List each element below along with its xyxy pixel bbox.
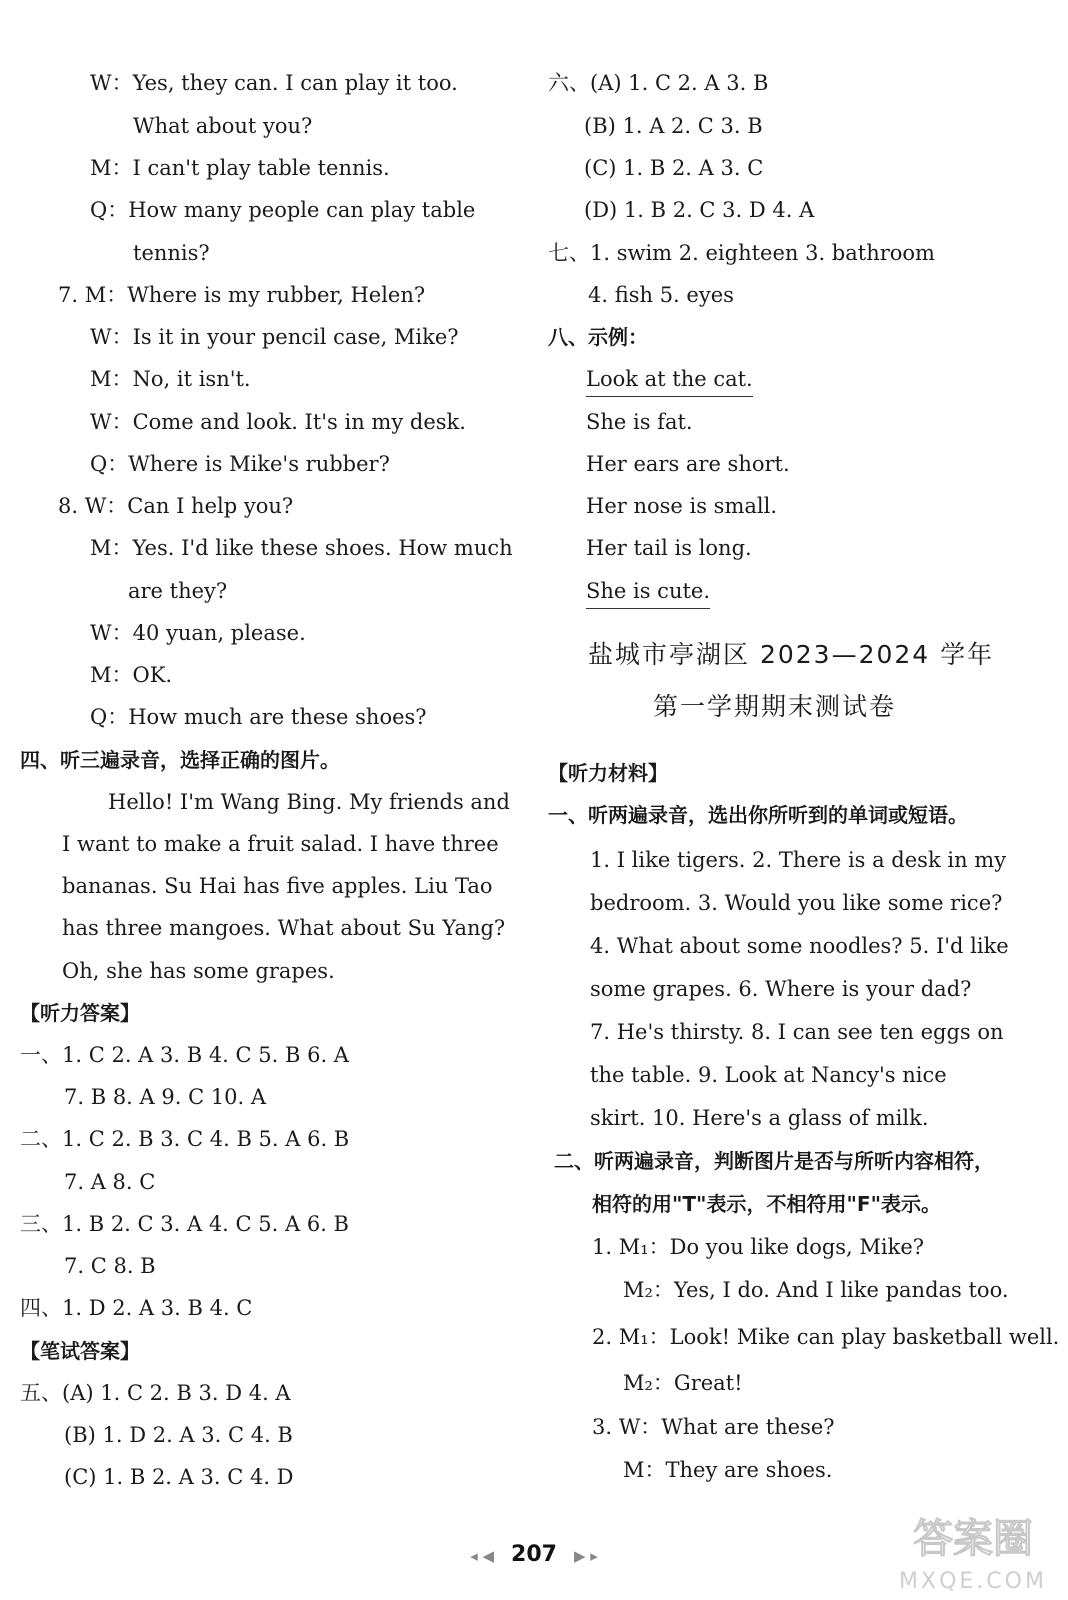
- text-line: What about you?: [133, 114, 313, 138]
- text-line: Oh, she has some grapes.: [62, 959, 335, 983]
- text-line: 【笔试答案】: [20, 1339, 140, 1363]
- text-line: Q：How many people can play table: [90, 198, 476, 222]
- text-line: (D) 1. B 2. C 3. D 4. A: [584, 198, 815, 222]
- text-line: I want to make a fruit salad. I have three: [62, 832, 499, 856]
- text-line: 二、听两遍录音，判断图片是否与所听内容相符，: [554, 1149, 994, 1173]
- text-line: She is fat.: [586, 410, 693, 434]
- text-line: W：Yes, they can. I can play it too.: [90, 71, 458, 95]
- text-line: 盐城市亭湖区 2023—2024 学年: [588, 640, 995, 669]
- text-line: the table. 9. Look at Nancy's nice: [590, 1063, 947, 1087]
- text-line: 2. M₁：Look! Mike can play basketball well.: [592, 1325, 1060, 1349]
- text-line: has three mangoes. What about Su Yang?: [62, 916, 506, 940]
- text-line: M：OK.: [90, 663, 173, 687]
- text-line: M₂：Yes, I do. And I like pandas too.: [623, 1278, 1009, 1302]
- text-line: (C) 1. B 2. A 3. C 4. D: [64, 1465, 294, 1489]
- text-line: 7. A 8. C: [64, 1170, 156, 1194]
- text-line: bananas. Su Hai has five apples. Liu Tao: [62, 874, 493, 898]
- text-line: 五、(A) 1. C 2. B 3. D 4. A: [20, 1381, 291, 1405]
- text-line: Look at the cat.: [586, 364, 753, 397]
- text-line: some grapes. 6. Where is your dad?: [590, 977, 972, 1001]
- text-line: 7. M：Where is my rubber, Helen?: [58, 283, 426, 307]
- text-line: 四、1. D 2. A 3. B 4. C: [20, 1296, 253, 1320]
- text-line: M：I can't play table tennis.: [90, 156, 390, 180]
- text-line: W：Come and look. It's in my desk.: [90, 410, 466, 434]
- text-line: 二、1. C 2. B 3. C 4. B 5. A 6. B: [20, 1127, 350, 1151]
- text-line: bedroom. 3. Would you like some rice?: [590, 891, 1003, 915]
- text-line: She is cute.: [586, 576, 710, 609]
- text-line: Q：Where is Mike's rubber?: [90, 452, 390, 476]
- text-line: 【听力答案】: [20, 1001, 140, 1025]
- text-line: 一、1. C 2. A 3. B 4. C 5. B 6. A: [20, 1043, 349, 1067]
- text-line: are they?: [128, 579, 228, 603]
- text-line: tennis?: [133, 241, 210, 265]
- watermark-url: MXQE.COM: [899, 1569, 1047, 1594]
- text-line: M₂：Great!: [623, 1371, 743, 1395]
- text-line: W：40 yuan, please.: [90, 621, 306, 645]
- text-line: (C) 1. B 2. A 3. C: [584, 156, 764, 180]
- text-line: 四、听三遍录音，选择正确的图片。: [20, 748, 340, 772]
- text-line: Her nose is small.: [586, 494, 777, 518]
- watermark-logo: [885, 1510, 1060, 1595]
- text-line: 7. B 8. A 9. C 10. A: [64, 1085, 267, 1109]
- text-line: 1. I like tigers. 2. There is a desk in my: [590, 848, 1007, 872]
- text-line: 7. C 8. B: [64, 1254, 156, 1278]
- text-line: Her ears are short.: [586, 452, 790, 476]
- text-line: M：They are shoes.: [623, 1458, 833, 1482]
- text-line: 八、示例：: [548, 325, 648, 349]
- text-line: (B) 1. D 2. A 3. C 4. B: [64, 1423, 293, 1447]
- text-line: Her tail is long.: [586, 536, 752, 560]
- text-line: 8. W：Can I help you?: [58, 494, 294, 518]
- text-line: (B) 1. A 2. C 3. B: [584, 114, 763, 138]
- text-line: Hello! I'm Wang Bing. My friends and: [108, 790, 510, 814]
- text-line: 7. He's thirsty. 8. I can see ten eggs on: [590, 1020, 1004, 1044]
- text-line: skirt. 10. Here's a glass of milk.: [590, 1106, 929, 1130]
- text-line: 一、听两遍录音，选出你所听到的单词或短语。: [548, 803, 968, 827]
- text-line: M：Yes. I'd like these shoes. How much: [90, 536, 513, 560]
- text-line: 七、1. swim 2. eighteen 3. bathroom: [548, 241, 935, 265]
- text-line: 1. M₁：Do you like dogs, Mike?: [592, 1235, 925, 1259]
- next-arrows-icon: ▶ ▸: [573, 1547, 598, 1565]
- prev-arrows-icon: ◂ ◀: [470, 1547, 495, 1565]
- page-number: 207: [511, 1542, 557, 1567]
- text-line: 三、1. B 2. C 3. A 4. C 5. A 6. B: [20, 1212, 349, 1236]
- text-line: 相符的用"T"表示，不相符用"F"表示。: [592, 1192, 941, 1216]
- text-line: 3. W：What are these?: [592, 1415, 835, 1439]
- text-line: 【听力材料】: [548, 761, 668, 785]
- text-line: 第一学期期末测试卷: [653, 692, 897, 721]
- text-line: 4. fish 5. eyes: [588, 283, 734, 307]
- watermark-text: 答案圈: [913, 1516, 1033, 1562]
- text-line: 六、(A) 1. C 2. A 3. B: [548, 71, 769, 95]
- text-line: W：Is it in your pencil case, Mike?: [90, 325, 459, 349]
- text-line: M：No, it isn't.: [90, 367, 251, 391]
- text-line: Q：How much are these shoes?: [90, 705, 427, 729]
- text-line: 4. What about some noodles? 5. I'd like: [590, 934, 1009, 958]
